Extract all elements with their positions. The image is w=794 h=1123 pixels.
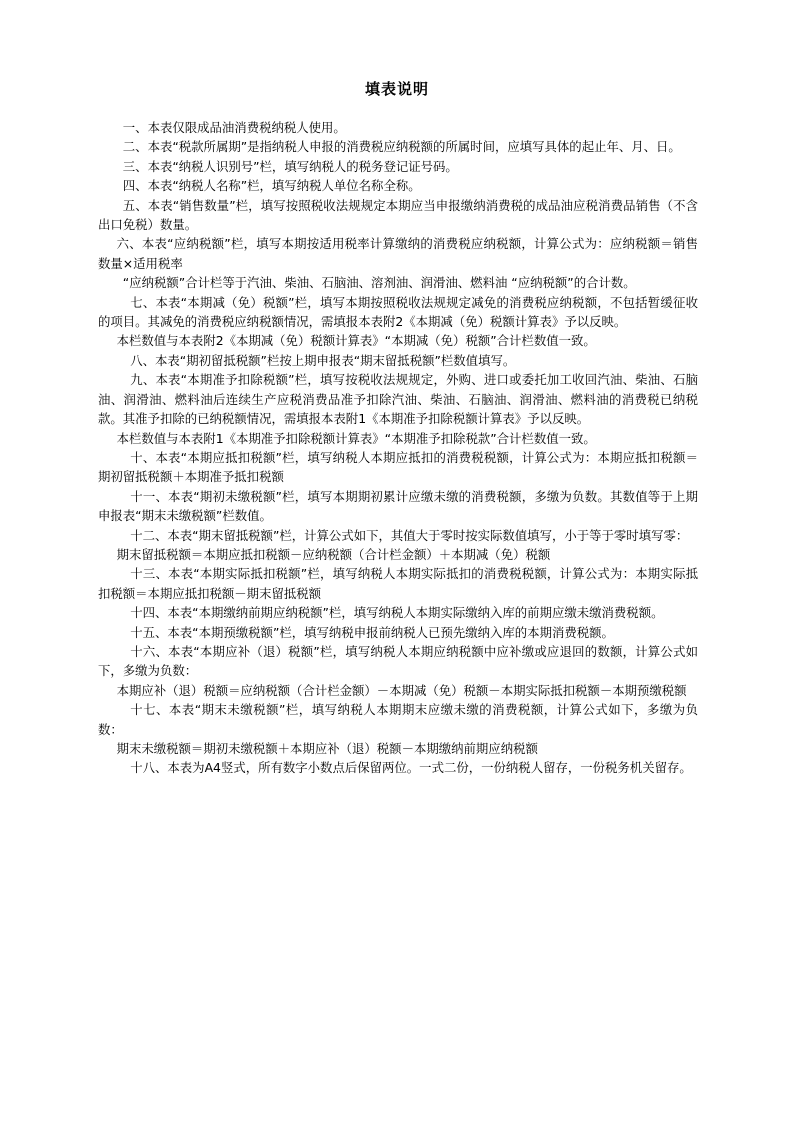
paragraph: 六、本表“应纳税额”栏，填写本期按适用税率计算缴纳的消费税应纳税额，计算公式为：应纳税额＝销售数量×适用税率 [98, 236, 698, 271]
paragraph: 四、本表“纳税人名称”栏，填写纳税人单位名称全称。 [122, 178, 421, 194]
formula-line: 期末未缴税额＝期初未缴税额＋本期应补（退）税额－本期缴纳前期应纳税额 [116, 741, 538, 756]
paragraph: 十二、本表“期末留抵税额”栏，计算公式如下，其值大于零时按实际数值填写，小于等于零时填写零： [130, 527, 689, 543]
paragraph: 三、本表“纳税人识别号”栏，填写纳税人的税务登记证号码。 [122, 158, 458, 174]
paragraph: 一、本表仅限成品油消费税纳税人使用。 [122, 120, 346, 135]
paragraph: 十一、本表“期初未缴税额”栏，填写本期期初累计应缴未缴的消费税额，多缴为负数。其数值等于上期申报表“期末未缴税额”栏数值。 [98, 488, 698, 524]
paragraph: 本栏数值与本表附1《本期准予扣除税额计算表》“本期准予扣除税款”合计栏数值一致。 [116, 430, 596, 446]
document-title: 填表说明 [364, 80, 429, 98]
paragraph: 十三、本表“本期实际抵扣税额”栏，填写纳税人本期实际抵扣的消费税税额，计算公式为：本期实际抵扣税额＝本期应抵扣税额－期末留抵税额 [98, 566, 698, 601]
paragraph: 九、本表“本期准予扣除税额”栏，填写按税收法规规定，外购、进口或委托加工收回汽油、柴油、石脑油、润滑油、燃料油后连续生产应税消费品准予扣除汽油、柴油、石脑油、润滑油、燃料油的消费税已纳税款。其准予扣除的已纳税额情况，需填报本表附1《本期准予扣除税额计算表》予以反映。 [98, 372, 698, 427]
paragraph: 七、本表“本期减（免）税额”栏，填写本期按照税收法规规定减免的消费税应纳税额，不包括暂缓征收的项目。其减免的消费税应纳税额情况，需填报本表附2《本期减（免）税额计算表》予以反映。 [98, 294, 698, 330]
paragraph: “应纳税额”合计栏等于汽油、柴油、石脑油、溶剂油、润滑油、燃料油 “应纳税额”的合计数。 [122, 275, 636, 291]
instructions-body [98, 118, 698, 778]
paragraph: 十五、本表“本期预缴税额”栏，填写纳税申报前纳税人已预先缴纳入库的本期消费税额。 [130, 624, 614, 640]
paragraph: 十、本表“本期应抵扣税额”栏，填写纳税人本期应抵扣的消费税税额，计算公式为：本期应抵扣税额＝期初留抵税额＋本期准予抵扣税额 [98, 449, 698, 485]
paragraph: 十七、本表“期末未缴税额”栏，填写纳税人本期期末应缴未缴的消费税额，计算公式如下，多缴为负数： [98, 702, 698, 737]
formula-line: 本期应补（退）税额＝应纳税额（合计栏金额）－本期减（免）税额－本期实际抵扣税额－本期预缴税额 [116, 682, 687, 698]
formula-line: 期末留抵税额＝本期应抵扣税额－应纳税额（合计栏金额）＋本期减（免）税额 [116, 546, 551, 562]
paragraph: 八、本表“期初留抵税额”栏按上期申报表“期末留抵税额”栏数值填写。 [130, 352, 516, 368]
paragraph: 十六、本表“本期应补（退）税额”栏，填写纳税人本期应纳税额中应补缴或应退回的数额，计算公式如下，多缴为负数： [98, 643, 698, 679]
paragraph: 本栏数值与本表附2《本期减（免）税额计算表》“本期减（免）税额”合计栏数值一致。 [116, 333, 596, 349]
paragraph: 五、本表“销售数量”栏，填写按照税收法规规定本期应当申报缴纳消费税的成品油应税消费品销售（不含出口免税）数量。 [98, 197, 698, 233]
paragraph: 十四、本表“本期缴纳前期应纳税额”栏，填写纳税人本期实际缴纳入库的前期应缴未缴消费税额。 [130, 605, 664, 621]
paragraph: 十八、本表为A4竖式，所有数字小数点后保留两位。一式二份，一份纳税人留存，一份税务机关留存。 [130, 760, 692, 776]
paragraph: 二、本表“税款所属期”是指纳税人申报的消费税应纳税额的所属时间，应填写具体的起止年、月、日。 [122, 139, 681, 155]
